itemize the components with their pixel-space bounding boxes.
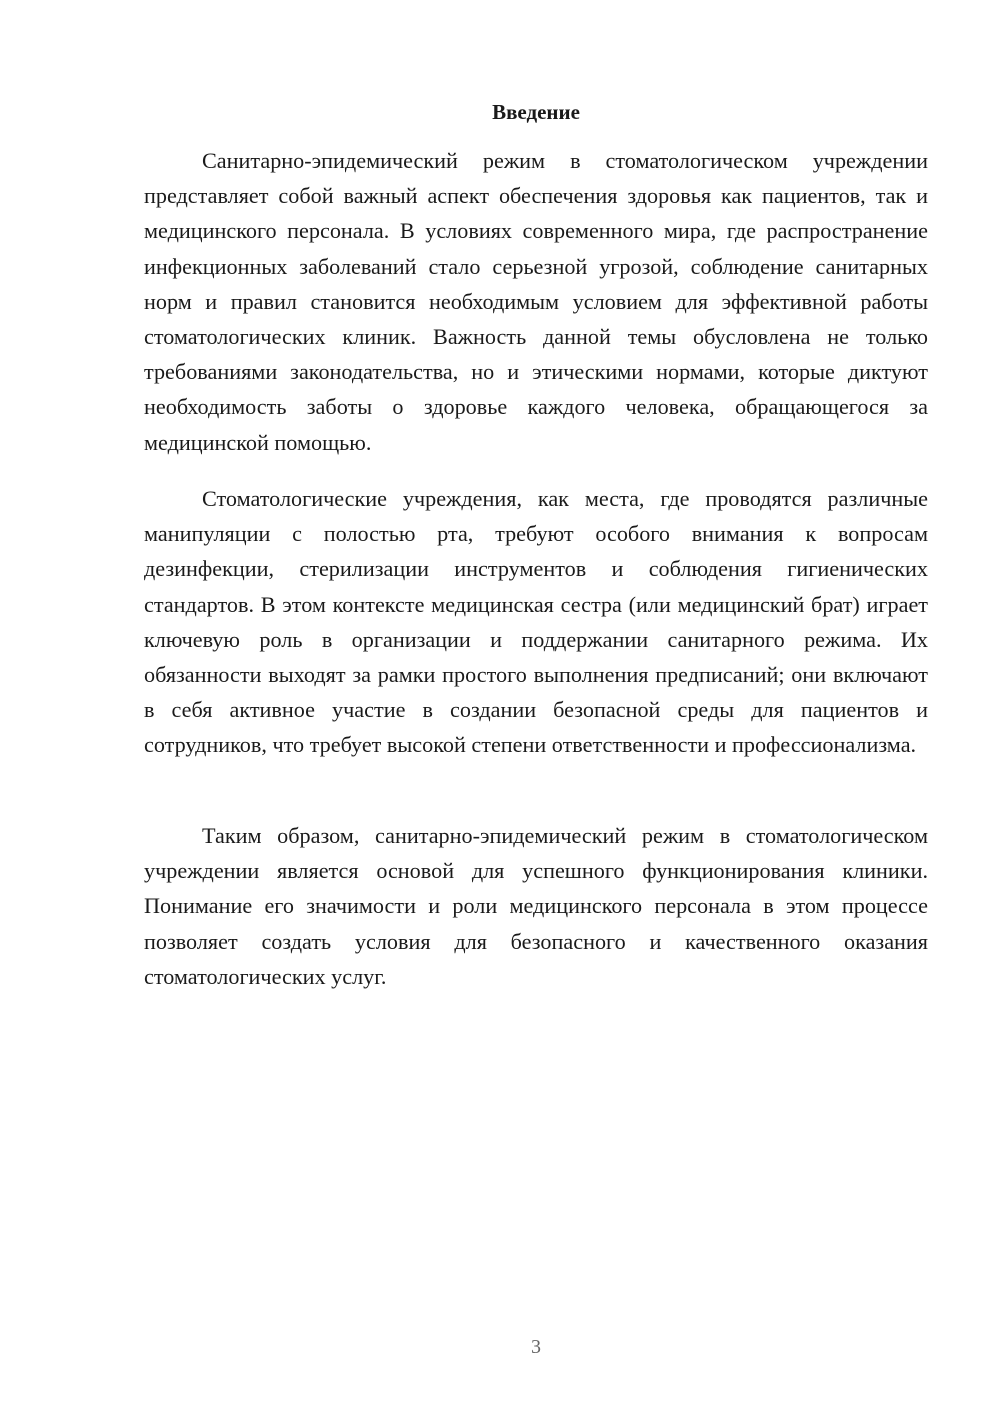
paragraph-introduction-3: Таким образом, санитарно-эпидемический режим в стоматологическом учреждении является основой для успешного функционирования клиники. Понимание его значимости и роли медицинского персонала в этом процессе позволяет создать условия для безопасного и качественного оказания стоматологических услуг. [144, 823, 928, 989]
page-number: 3 [531, 1336, 541, 1358]
section-heading: Введение [492, 100, 580, 124]
paragraph-introduction-1: Санитарно-эпидемический режим в стоматологическом учреждении представляет собой важный аспект обеспечения здоровья как пациентов, так и медицинского персонала. В условиях современного мира, где распространение инфекционных заболеваний стало серьезной угрозой, соблюдение санитарных норм и правил становится необходимым условием для эффективной работы стоматологических клиник. Важность данной темы обусловлена не только требованиями законодательства, но и этическими нормами, которые диктуют необходимость заботы о здоровье каждого человека, обращающегося за медицинской помощью. [144, 148, 928, 455]
paragraph-introduction-2: Стоматологические учреждения, как места, где проводятся различные манипуляции с полостью рта, требуют особого внимания к вопросам дезинфекции, стерилизации инструментов и соблюдения гигиенических стандартов. В этом контексте медицинская сестра (или медицинский брат) играет ключевую роль в организации и поддержании санитарного режима. Их обязанности выходят за рамки простого выполнения предписаний; они включают в себя активное участие в создании безопасной среды для пациентов и сотрудников, что требует высокой степени ответственности и профессионализма. [144, 486, 928, 758]
